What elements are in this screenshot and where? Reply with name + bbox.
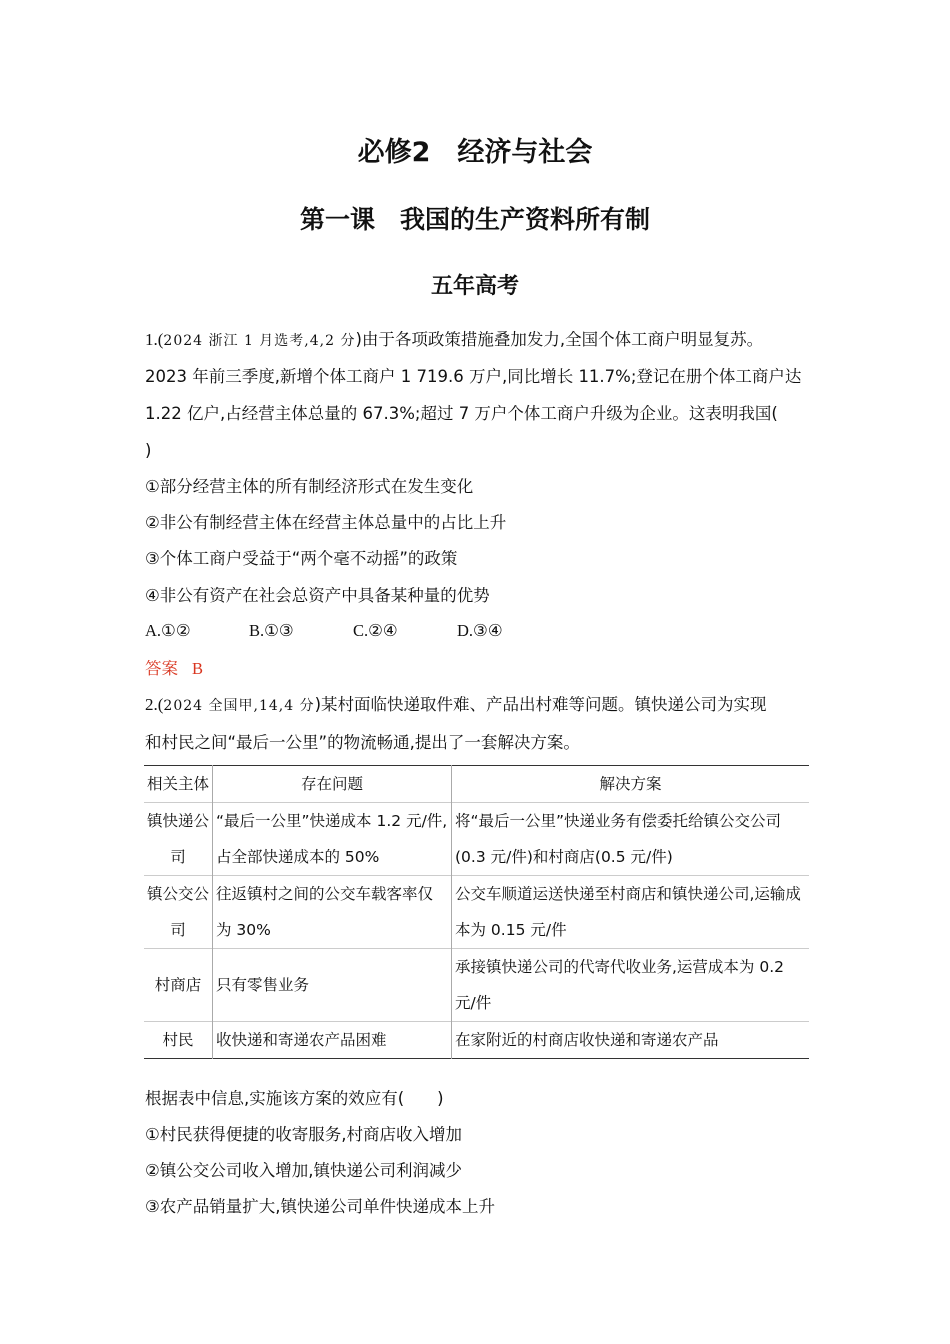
- q2-prompt: 根据表中信息,实施该方案的效应有( ): [145, 1089, 444, 1108]
- q1-answer-label: 答案: [145, 659, 178, 678]
- q1-option-4: ④非公有资产在社会总资产中具备某种量的优势: [145, 586, 490, 605]
- table-cell-solution: 将“最后一公里”快递业务有偿委托给镇公交公司(0.3 元/件)和村商店(0.5 元/件): [452, 803, 810, 876]
- table-cell-solution: 承接镇快递公司的代寄代收业务,运营成本为 0.2 元/件: [452, 949, 810, 1022]
- table-row: [144, 876, 809, 949]
- table-cell-problem: 只有零售业务: [213, 949, 452, 1022]
- q1-option-2: ②非公有制经营主体在经营主体总量中的占比上升: [145, 513, 507, 532]
- q2-line-1: [145, 695, 815, 716]
- table-header-problem: 存在问题: [213, 766, 452, 803]
- lesson-title: 第一课 我国的生产资料所有制: [299, 205, 650, 234]
- table-cell-problem: “最后一公里”快递成本 1.2 元/件,占全部快递成本的 50%: [213, 803, 452, 876]
- table-cell-solution: 公交车顺道运送快递至村商店和镇快递公司,运输成本为 0.15 元/件: [452, 876, 810, 949]
- q2-option-3: ③农产品销量扩大,镇快递公司单件快递成本上升: [145, 1197, 496, 1216]
- q1-line-2: 2023 年前三季度,新增个体工商户 1 719.6 万户,同比增长 11.7%;登记在册个体工商户达: [145, 367, 802, 386]
- q1-choice-a: A.①②: [145, 621, 191, 640]
- q1-choice-d: D.③④: [457, 621, 503, 640]
- q1-source: 2024 浙江 1 月选考,4,2 分: [163, 333, 356, 349]
- table-cell-subject: 村民: [144, 1022, 213, 1059]
- q1-line-3: 1.22 亿户,占经营主体总量的 67.3%;超过 7 万户个体工商户升级为企业。这表明我国(: [145, 404, 778, 423]
- q2-stem-1: )某村面临快递取件难、产品出村难等问题。镇快递公司为实现: [314, 695, 767, 714]
- table-cell-problem: 收快递和寄递农产品困难: [213, 1022, 452, 1059]
- q1-choice-b: B.①③: [249, 621, 294, 640]
- q1-choices: [145, 621, 561, 641]
- q1-answer: [145, 659, 815, 679]
- q1-answer-value: B: [192, 659, 204, 678]
- section-title: 五年高考: [430, 274, 519, 299]
- q2-option-1: ①村民获得便捷的收寄服务,村商店收入增加: [145, 1125, 463, 1144]
- table-header-row: [144, 766, 809, 803]
- table-row: [144, 803, 809, 876]
- q1-stem-1: )由于各项政策措施叠加发力,全国个体工商户明显复苏。: [355, 330, 764, 349]
- q2-source: 2024 全国甲,14,4 分: [163, 698, 315, 714]
- table-cell-problem: 往返镇村之间的公交车载客率仅为 30%: [213, 876, 452, 949]
- q2-table: [144, 765, 809, 1059]
- q1-option-1: ①部分经营主体的所有制经济形式在发生变化: [145, 477, 474, 496]
- q1-line-1: [145, 330, 815, 351]
- q1-number: 1.(: [145, 330, 164, 349]
- q1-line-4: ): [145, 441, 152, 460]
- book-title: 必修2 经济与社会: [357, 137, 593, 168]
- q2-option-2: ②镇公交公司收入增加,镇快递公司利润减少: [145, 1161, 463, 1180]
- q1-option-3: ③个体工商户受益于“两个毫不动摇”的政策: [145, 549, 458, 568]
- q2-number: 2.(: [145, 695, 164, 714]
- table-row: [144, 949, 809, 1022]
- table-cell-solution: 在家附近的村商店收快递和寄递农产品: [452, 1022, 810, 1059]
- table-cell-subject: 镇快递公司: [144, 803, 213, 876]
- q2-line-2: 和村民之间“最后一公里”的物流畅通,提出了一套解决方案。: [145, 733, 580, 752]
- table-row: [144, 1022, 809, 1059]
- table-header-subject: 相关主体: [147, 775, 210, 793]
- q1-choice-c: C.②④: [353, 621, 398, 640]
- table-cell-subject: 村商店: [144, 949, 213, 1022]
- table-cell-subject: 镇公交公司: [144, 876, 213, 949]
- table-header-solution: 解决方案: [452, 766, 810, 803]
